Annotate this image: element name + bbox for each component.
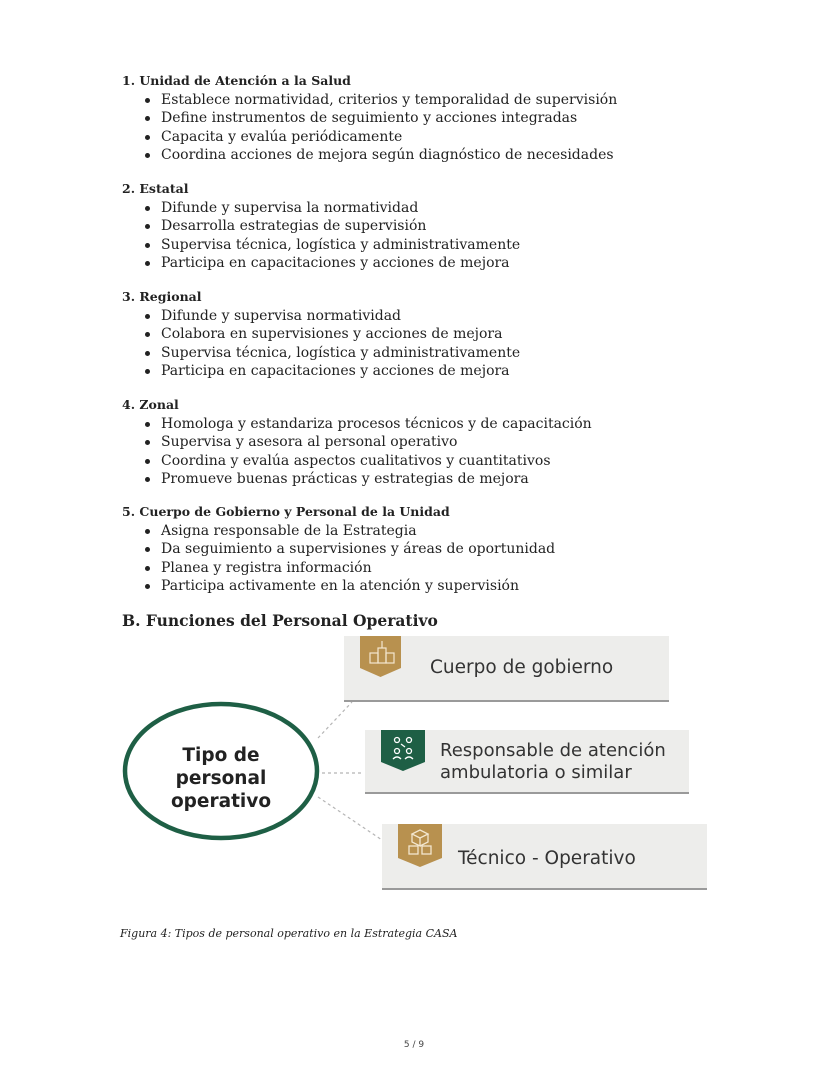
list-item: Define instrumentos de seguimiento y acciones integradas (141, 109, 617, 127)
section-5-title: 5. Cuerpo de Gobierno y Personal de la Unidad (122, 504, 450, 519)
section-1-title: 1. Unidad de Atención a la Salud (122, 73, 351, 88)
list-item: Supervisa técnica, logística y administrativamente (141, 236, 520, 254)
list-item: Participa en capacitaciones y acciones de mejora (141, 362, 520, 380)
list-item: Asigna responsable de la Estrategia (141, 522, 555, 540)
center-label-line-2: personal (175, 768, 267, 789)
center-label-line-1: Tipo de (182, 745, 260, 766)
box3-label: Técnico - Operativo (458, 848, 636, 869)
list-item: Establece normatividad, criterios y temporalidad de supervisión (141, 91, 617, 109)
list-item: Homologa y estandariza procesos técnicos y de capacitación (141, 415, 592, 433)
list-item: Difunde y supervisa la normatividad (141, 199, 520, 217)
list-item: Difunde y supervisa normatividad (141, 307, 520, 325)
list-item: Desarrolla estrategias de supervisión (141, 217, 520, 235)
list-item: Participa en capacitaciones y acciones de mejora (141, 254, 520, 272)
list-item: Supervisa técnica, logística y administrativamente (141, 344, 520, 362)
list-item: Planea y registra información (141, 559, 555, 577)
section-2-title: 2. Estatal (122, 181, 189, 196)
box-tecnico-operativo (382, 824, 707, 889)
list-item: Da seguimiento a supervisiones y áreas de oportunidad (141, 540, 555, 558)
list-item: Colabora en supervisiones y acciones de mejora (141, 325, 520, 343)
list-item: Coordina y evalúa aspectos cualitativos y cuantitativos (141, 452, 592, 470)
box1-label: Cuerpo de gobierno (430, 657, 614, 678)
figure-caption: Figura 4: Tipos de personal operativo en la Estrategia CASA (120, 927, 458, 940)
box-responsable-atencion (365, 730, 689, 793)
list-item: Participa activamente en la atención y supervisión (141, 577, 555, 595)
center-label-line-3: operativo (170, 791, 272, 812)
box2-label-line-1: Responsable de atención (440, 740, 666, 761)
list-item: Promueve buenas prácticas y estrategias de mejora (141, 470, 592, 488)
list-item: Supervisa y asesora al personal operativo (141, 433, 592, 451)
section-3-title: 3. Regional (122, 289, 202, 304)
page-number: 5 / 9 (403, 1040, 425, 1050)
section-4-title: 4. Zonal (122, 397, 179, 412)
box-cuerpo-de-gobierno (344, 636, 669, 701)
list-item: Coordina acciones de mejora según diagnóstico de necesidades (141, 146, 617, 164)
section-b-heading: B. Funciones del Personal Operativo (122, 611, 438, 630)
list-item: Capacita y evalúa periódicamente (141, 128, 617, 146)
box2-label-line-2: ambulatoria o similar (440, 762, 632, 783)
